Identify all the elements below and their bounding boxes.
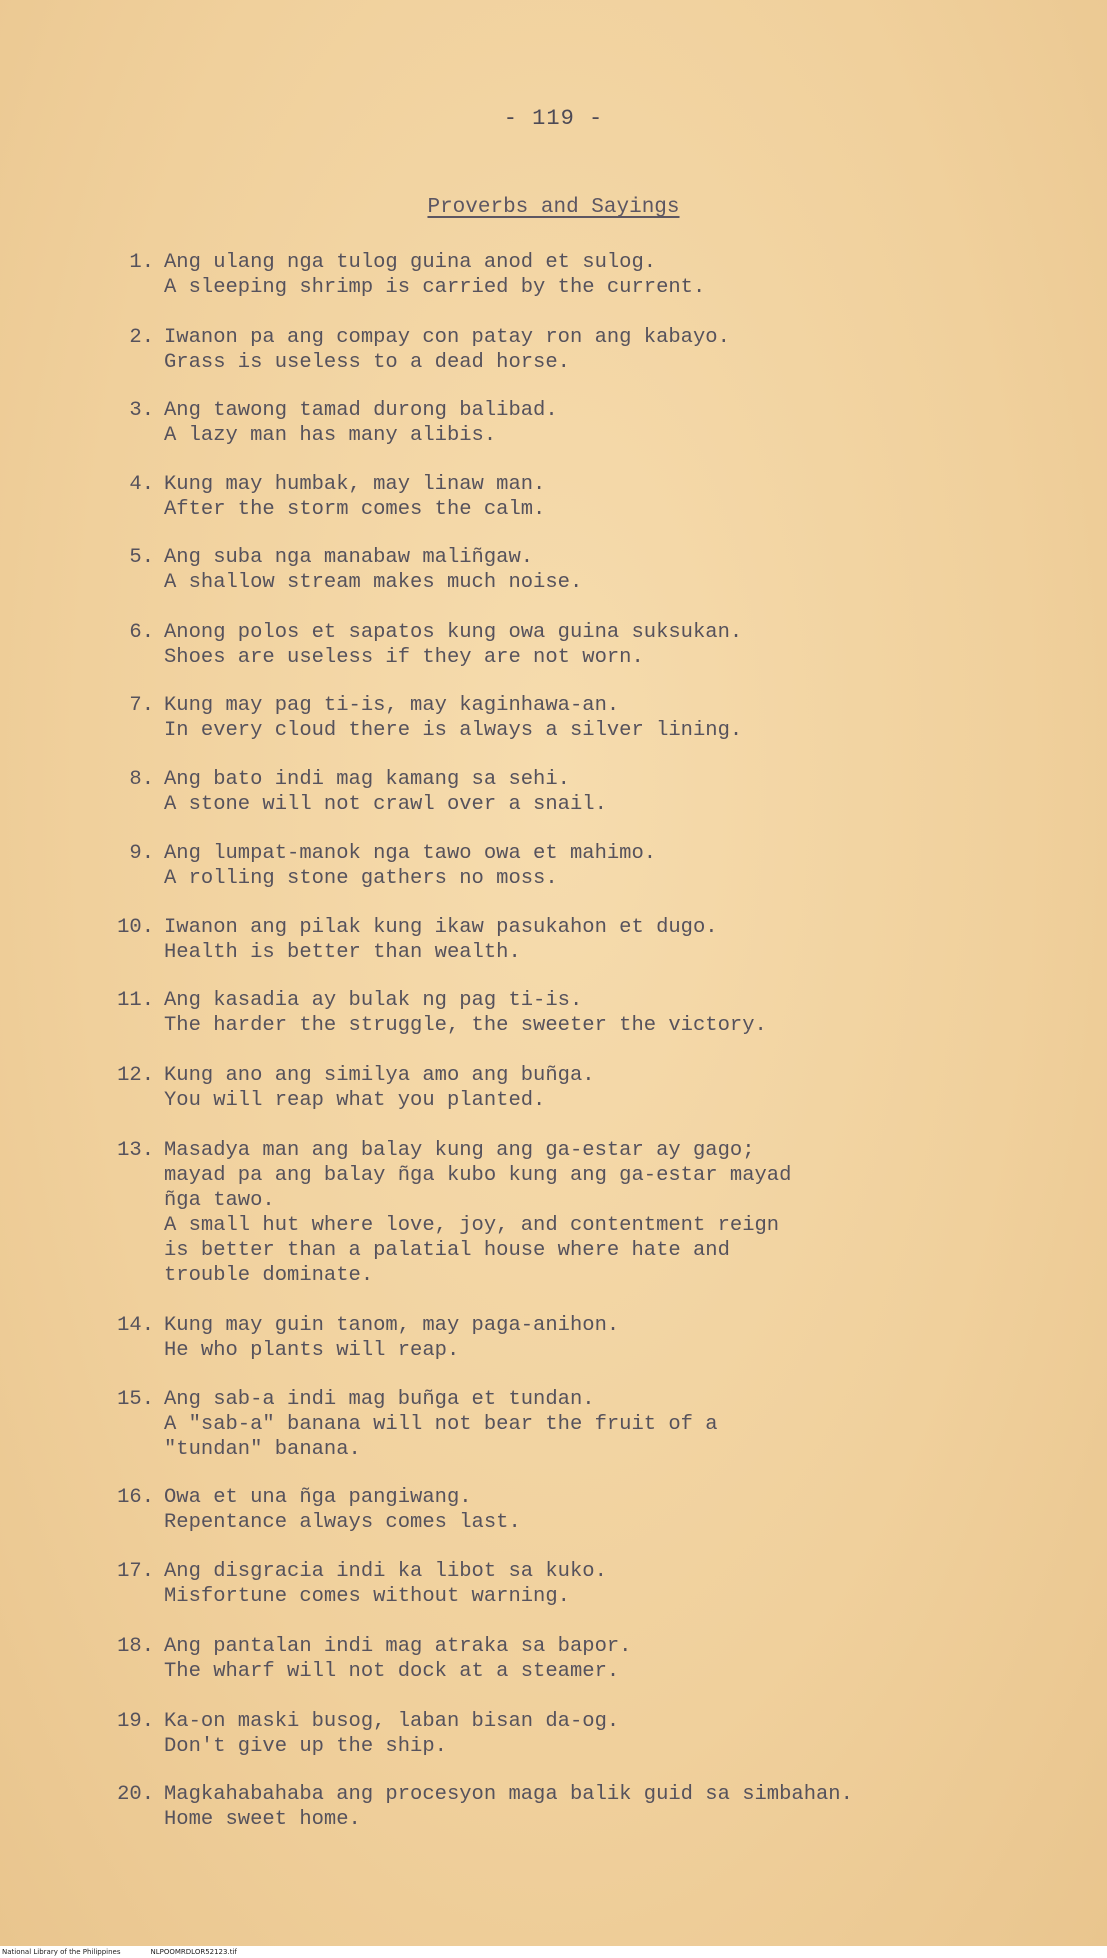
proverb-text-line: A stone will not crawl over a snail. (164, 793, 607, 816)
proverb-text-line: Grass is useless to a dead horse. (164, 351, 570, 374)
proverb-text-line: He who plants will reap. (164, 1339, 460, 1362)
proverb-item (96, 620, 1056, 670)
proverb-text: Ang kasadia ay bulak ng pag ti-is. (164, 989, 583, 1012)
proverb-item (96, 1387, 1056, 1462)
proverb-text: Ang disgracia indi ka libot sa kuko. (164, 1560, 607, 1583)
proverb-item (96, 472, 1056, 522)
proverb-number: 4. (129, 473, 154, 496)
proverb-item (96, 398, 1056, 448)
proverb-item (96, 1782, 1056, 1832)
proverb-text-line: trouble dominate. (164, 1264, 374, 1287)
proverb-number: 15. (117, 1388, 154, 1411)
proverb-text: Anong polos et sapatos kung owa guina suksukan. (164, 621, 743, 644)
proverb-number: 16. (117, 1486, 154, 1509)
proverb-number: 14. (117, 1314, 154, 1337)
proverb-list (96, 250, 1056, 1832)
proverb-item (96, 1485, 1056, 1535)
proverb-text: Ang tawong tamad durong balibad. (164, 399, 558, 422)
proverb-text: Ang pantalan indi mag atraka sa bapor. (164, 1635, 632, 1658)
proverb-text: Kung may pag ti-is, may kaginhawa-an. (164, 694, 620, 717)
proverb-number: 2. (129, 326, 154, 349)
proverb-text-line: is better than a palatial house where hate and (164, 1239, 730, 1262)
scan-footer (0, 1946, 1107, 1958)
proverb-item (96, 767, 1056, 817)
proverb-text-line: After the storm comes the calm. (164, 498, 546, 521)
proverb-text: Iwanon ang pilak kung ikaw pasukahon et dugo. (164, 916, 718, 939)
proverb-item (96, 325, 1056, 375)
proverb-item (96, 250, 1056, 300)
proverb-text: Ka-on maski busog, laban bisan da-og. (164, 1710, 620, 1733)
proverb-text: Magkahabahaba ang procesyon maga balik guid sa simbahan. (164, 1783, 853, 1806)
proverb-text-line: A shallow stream makes much noise. (164, 571, 583, 594)
proverb-text-line: A "sab-a" banana will not bear the fruit of a (164, 1413, 718, 1436)
proverb-text: Ang lumpat-manok nga tawo owa et mahimo. (164, 842, 657, 865)
proverb-text-line: Repentance always comes last. (164, 1511, 521, 1534)
proverb-text-line: "tundan" banana. (164, 1438, 361, 1461)
proverb-number: 20. (117, 1783, 154, 1806)
proverb-number: 3. (129, 399, 154, 422)
proverb-number: 8. (129, 768, 154, 791)
proverb-item (96, 1063, 1056, 1113)
proverb-text: Ang bato indi mag kamang sa sehi. (164, 768, 570, 791)
proverb-text: Kung may guin tanom, may paga-anihon. (164, 1314, 620, 1337)
proverb-number: 6. (129, 621, 154, 644)
proverb-number: 18. (117, 1635, 154, 1658)
proverb-number: 10. (117, 916, 154, 939)
proverb-number: 11. (117, 989, 154, 1012)
proverb-number: 1. (129, 251, 154, 274)
proverb-text-line: A sleeping shrimp is carried by the current. (164, 276, 706, 299)
proverb-item (96, 988, 1056, 1038)
proverb-text: Masadya man ang balay kung ang ga-estar ay gago; (164, 1139, 755, 1162)
proverb-text-line: ñga tawo. (164, 1189, 275, 1212)
proverb-item (96, 1559, 1056, 1609)
footer-file: NLPOOMRDLOR52123.tif (150, 1948, 237, 1956)
proverb-text: Ang ulang nga tulog guina anod et sulog. (164, 251, 657, 274)
proverb-item (96, 1709, 1056, 1759)
proverb-number: 12. (117, 1064, 154, 1087)
proverb-text-line: A lazy man has many alibis. (164, 424, 497, 447)
proverb-text-line: The harder the struggle, the sweeter the victory. (164, 1014, 767, 1037)
proverb-item (96, 841, 1056, 891)
proverb-text-line: Misfortune comes without warning. (164, 1585, 570, 1608)
proverb-item (96, 1313, 1056, 1363)
proverb-item (96, 915, 1056, 965)
proverb-text-line: A small hut where love, joy, and contentment reign (164, 1214, 780, 1237)
proverb-item (96, 693, 1056, 743)
proverb-text-line: Shoes are useless if they are not worn. (164, 646, 644, 669)
proverb-item (96, 1138, 1056, 1288)
proverb-text-line: Health is better than wealth. (164, 941, 521, 964)
footer-library: National Library of the Philippines (2, 1948, 121, 1956)
proverb-item (96, 545, 1056, 595)
proverb-number: 17. (117, 1560, 154, 1583)
proverb-number: 7. (129, 694, 154, 717)
proverb-text: Kung may humbak, may linaw man. (164, 473, 546, 496)
proverb-text-line: Home sweet home. (164, 1808, 361, 1831)
proverb-text: Ang suba nga manabaw maliñgaw. (164, 546, 534, 569)
proverb-number: 19. (117, 1710, 154, 1733)
proverb-text-line: In every cloud there is always a silver lining. (164, 719, 743, 742)
proverb-text: Ang sab-a indi mag buñga et tundan. (164, 1388, 595, 1411)
proverb-text-line: The wharf will not dock at a steamer. (164, 1660, 620, 1683)
proverb-text-line: Don't give up the ship. (164, 1735, 447, 1758)
proverb-text-line: mayad pa ang balay ñga kubo kung ang ga-estar mayad (164, 1164, 792, 1187)
proverb-number: 9. (129, 842, 154, 865)
proverb-item (96, 1634, 1056, 1684)
proverb-text-line: A rolling stone gathers no moss. (164, 867, 558, 890)
proverb-text-line: You will reap what you planted. (164, 1089, 546, 1112)
section-title: Proverbs and Sayings (427, 196, 680, 219)
proverb-number: 5. (129, 546, 154, 569)
proverb-number: 13. (117, 1139, 154, 1162)
proverb-text: Owa et una ñga pangiwang. (164, 1486, 472, 1509)
page-number: - 119 - (503, 106, 604, 131)
proverb-text: Kung ano ang similya amo ang buñga. (164, 1064, 595, 1087)
proverb-text: Iwanon pa ang compay con patay ron ang kabayo. (164, 326, 730, 349)
